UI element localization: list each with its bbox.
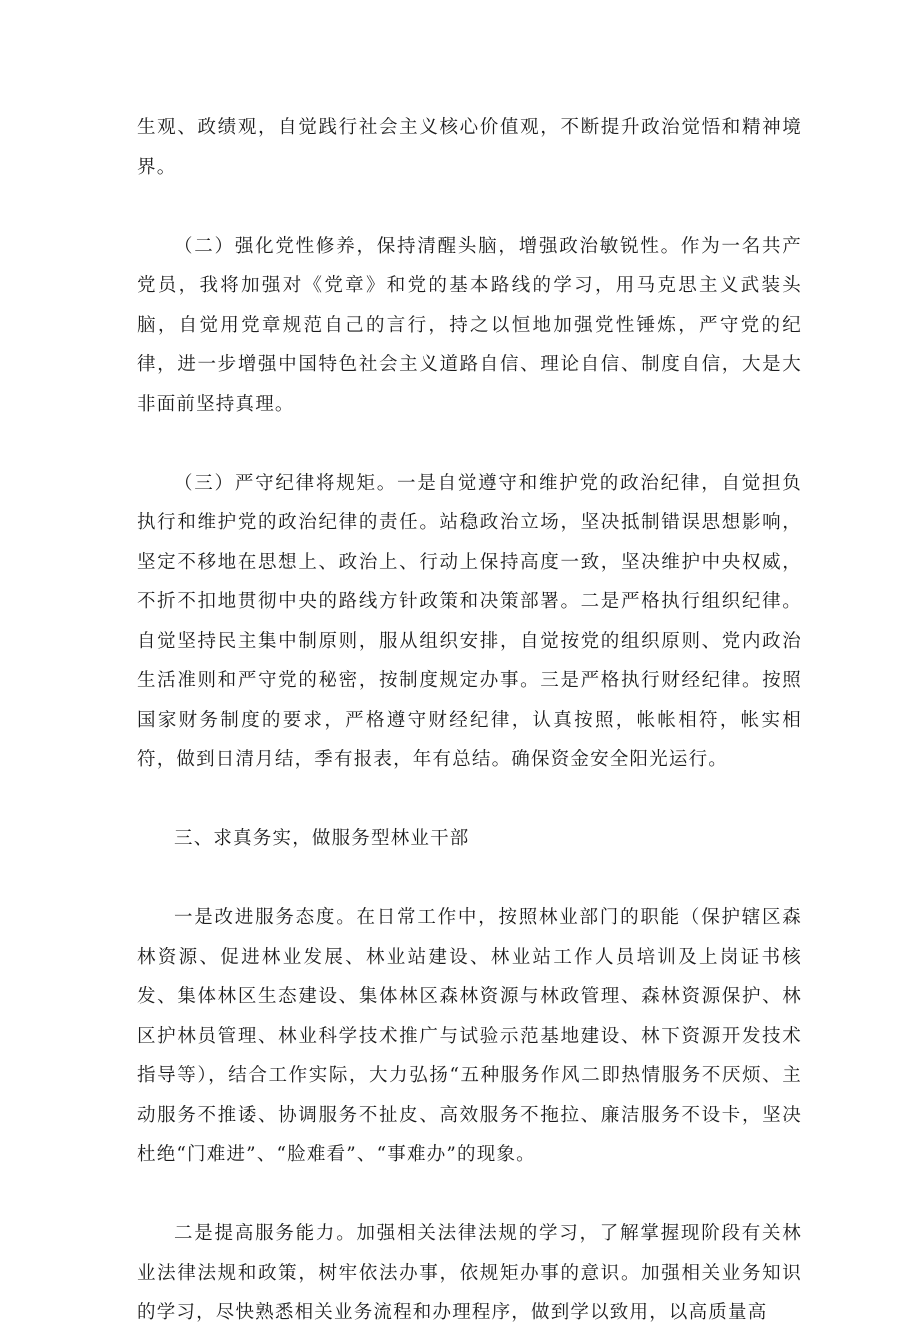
paragraph-party-spirit: （二）强化党性修养，保持清醒头脑，增强政治敏锐性。作为一名共产党员，我将加强对《党章》和党的基本路线的学习，用马克思主义武装头脑，自觉用党章规范自己的言行，持之以恒地加强党性锤炼，严守党的纪律，进一步增强中国特色社会主义道路自信、理论自信、制度自信，大是大非面前坚持真理。: [137, 235, 802, 415]
paragraph-service-ability: 二是提高服务能力。加强相关法律法规的学习，了解掌握现阶段有关林业法律法规和政策，树牢依法办事，依规矩办事的意识。加强相关业务知识的学习，尽快熟悉相关业务流程和办理程序，做到学以致用，以高质量高: [137, 1223, 802, 1323]
paragraph-service-attitude: 一是改进服务态度。在日常工作中，按照林业部门的职能（保护辖区森林资源、促进林业发展、林业站建设、林业站工作人员培训及上岗证书核发、集体林区生态建设、集体林区森林资源与林政管理、森林资源保护、林区护林员管理、林业科学技术推广与试验示范基地建设、林下资源开发技术指导等），结合工作实际，大力弘扬“五种服务作风二即热情服务不厌烦、主动服务不推诿、协调服务不扯皮、高效服务不拖拉、廉洁服务不设卡，坚决杜绝“门难进”、“脸难看”、“事难办”的现象。: [137, 907, 802, 1165]
paragraph-gap: [137, 424, 802, 464]
section-heading: 三、求真务实，做服务型林业干部: [174, 828, 470, 849]
paragraph-gap: [137, 1175, 802, 1215]
paragraph-gap: [137, 780, 802, 820]
paragraph-discipline: （三）严守纪律将规矩。一是自觉遵守和维护党的政治纪律，自觉担负执行和维护党的政治纪律的责任。站稳政治立场，坚决抵制错误思想影响，坚定不移地在思想上、政治上、行动上保持高度一致，坚决维护中央权威，不折不扣地贯彻中央的路线方针政策和决策部署。二是严格执行组织纪律。自觉坚持民主集中制原则，服从组织安排，自觉按党的组织原则、党内政治生活准则和严守党的秘密，按制度规定办事。三是严格执行财经纪律。按照国家财务制度的要求，严格遵守财经纪律，认真按照，帐帐相符，帐实相符，做到日清月结，季有报表，年有总结。确保资金安全阳光运行。: [137, 472, 802, 770]
paragraph-continuation: 生观、政绩观，自觉践行社会主义核心价值观，不断提升政治觉悟和精神境界。: [137, 117, 802, 178]
paragraph-gap: [137, 187, 802, 227]
paragraph-gap: [137, 859, 802, 899]
